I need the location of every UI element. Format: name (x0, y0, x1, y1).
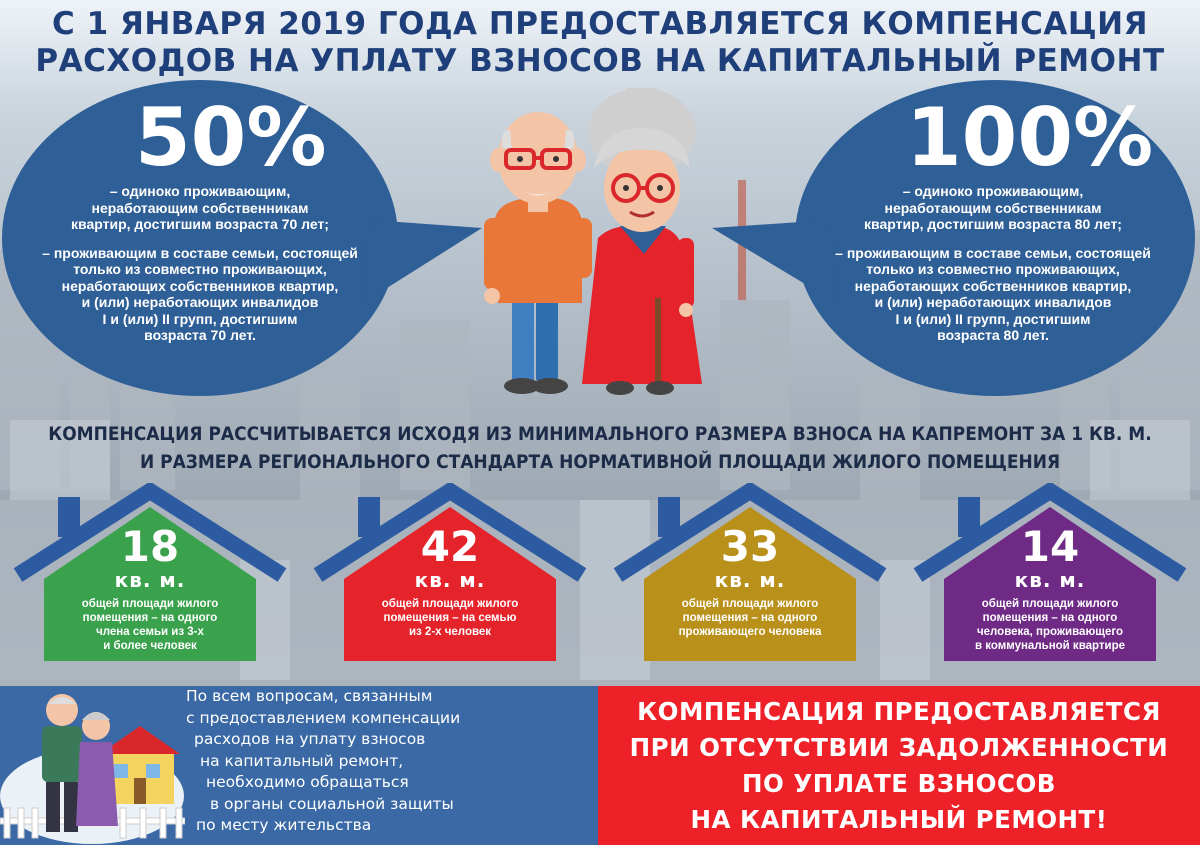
contact-info-line: в органы социальной защиты (210, 794, 454, 813)
condition-line: ПРИ ОТСУТСТВИИ ЗАДОЛЖЕННОСТИ (629, 733, 1169, 762)
house-description-line: помещения – на одного (682, 612, 818, 624)
right-item-1-line: квартир, достигшим возраста 80 лет; (864, 216, 1122, 232)
left-percent: 50% (135, 91, 327, 184)
right-item-2-line: возраста 80 лет. (937, 327, 1049, 343)
house-description-line: общей площади жилого (981, 598, 1119, 610)
house-description-line: и более человек (103, 640, 197, 652)
house-area-unit: кв. м. (1014, 568, 1086, 592)
title-line-2: РАСХОДОВ НА УПЛАТУ ВЗНОСОВ НА КАПИТАЛЬНЫЙ РЕМОНТ (35, 43, 1165, 79)
right-item-2-line: неработающих собственников квартир, (854, 277, 1132, 294)
house-area-unit: кв. м. (414, 568, 486, 592)
contact-info-text (186, 686, 596, 837)
house-description (344, 597, 556, 639)
house-description-line: члена семьи из 3-х (96, 626, 204, 638)
calculation-note-line-1: КОМПЕНСАЦИЯ РАССЧИТЫВАЕТСЯ ИСХОДЯ ИЗ МИНИМАЛЬНОГО РАЗМЕРА ВЗНОСА НА КАПРЕМОНТ ЗА 1 КВ. М. (48, 424, 1152, 445)
left-item-2-line: неработающих собственников квартир, (61, 277, 339, 294)
house-area-unit: кв. м. (714, 568, 786, 592)
house-description-line: из 2-х человек (408, 626, 492, 638)
left-item-1-line: – одиноко проживающим, (109, 183, 291, 199)
contact-info-line: необходимо обращаться (206, 773, 409, 791)
condition-line: НА КАПИТАЛЬНЫЙ РЕМОНТ! (690, 805, 1108, 834)
contact-info-line: расходов на уплату взносов (194, 730, 426, 748)
left-item-2-line: и (или) неработающих инвалидов (81, 294, 319, 310)
left-bubble-text (20, 183, 380, 344)
right-item-2-line: I и (или) II групп, достигшим (895, 310, 1091, 327)
house-card (610, 483, 890, 665)
title-line-1: С 1 ЯНВАРЯ 2019 ГОДА ПРЕДОСТАВЛЯЕТСЯ КОМПЕНСАЦИЯ (52, 6, 1148, 42)
house-description-line: общей площади жилого (81, 598, 219, 610)
house-card (310, 483, 590, 665)
right-item-2-line: только из совместно проживающих, (866, 261, 1120, 277)
contact-info-line: с предоставлением компенсации (186, 708, 461, 727)
left-item-2-line: возраста 70 лет. (144, 327, 256, 343)
house-description-line: помещения – на одного (82, 612, 218, 624)
house-text (344, 522, 556, 639)
house-text (944, 522, 1156, 653)
house-description-line: человека, проживающего (976, 626, 1124, 638)
left-item-1-line: квартир, достигшим возраста 70 лет; (71, 216, 329, 232)
contact-info-line: на капитальный ремонт, (200, 751, 404, 770)
condition-panel (598, 686, 1200, 845)
contact-info-line: По всем вопросам, связанным (186, 687, 433, 705)
house-description (944, 597, 1156, 653)
left-item-2-line: – проживающим в составе семьи, состоящей (42, 244, 358, 261)
house-area-unit: кв. м. (114, 568, 186, 592)
condition-line: КОМПЕНСАЦИЯ ПРЕДОСТАВЛЯЕТСЯ (637, 697, 1161, 726)
house-description-line: помещения – на одного (982, 612, 1118, 624)
house-text (644, 522, 856, 639)
right-item-2-line: и (или) неработающих инвалидов (874, 294, 1112, 310)
house-description-line: в коммунальной квартире (974, 640, 1126, 652)
elderly-couple-illustration (470, 88, 720, 408)
house-description-line: проживающего человека (678, 626, 822, 638)
right-item-1-line: неработающим собственникам (884, 199, 1102, 216)
house-area-number: 14 (1020, 522, 1080, 571)
left-item-2-line: только из совместно проживающих, (73, 261, 327, 277)
house-description-line: общей площади жилого (681, 598, 819, 610)
right-bubble-text (808, 183, 1178, 344)
right-item-2-line: – проживающим в составе семьи, состоящей (835, 244, 1151, 261)
left-item-2-line: I и (или) II групп, достигшим (102, 310, 298, 327)
house-description (644, 597, 856, 639)
house-card (910, 483, 1190, 665)
house-card (10, 483, 290, 665)
house-description-line: помещения – на семью (383, 612, 517, 624)
condition-text (598, 694, 1200, 838)
couple-with-house-illustration (0, 686, 185, 845)
contact-info-panel (0, 686, 600, 845)
right-item-1-line: – одиноко проживающим, (902, 183, 1084, 199)
house-description (44, 597, 256, 653)
page-title (0, 6, 1200, 80)
calculation-note-line-2: И РАЗМЕРА РЕГИОНАЛЬНОГО СТАНДАРТА НОРМАТИВНОЙ ПЛОЩАДИ ЖИЛОГО ПОМЕЩЕНИЯ (139, 452, 1061, 473)
house-text (44, 522, 256, 653)
condition-line: ПО УПЛАТЕ ВЗНОСОВ (742, 769, 1056, 798)
contact-info-line: по месту жительства (196, 816, 372, 834)
left-item-1-line: неработающим собственникам (91, 199, 309, 216)
house-area-number: 18 (120, 522, 180, 571)
calculation-note (48, 421, 1152, 477)
house-description-line: общей площади жилого (381, 598, 519, 610)
house-area-number: 42 (420, 522, 480, 571)
house-area-number: 33 (720, 522, 780, 571)
right-percent: 100% (906, 91, 1154, 184)
